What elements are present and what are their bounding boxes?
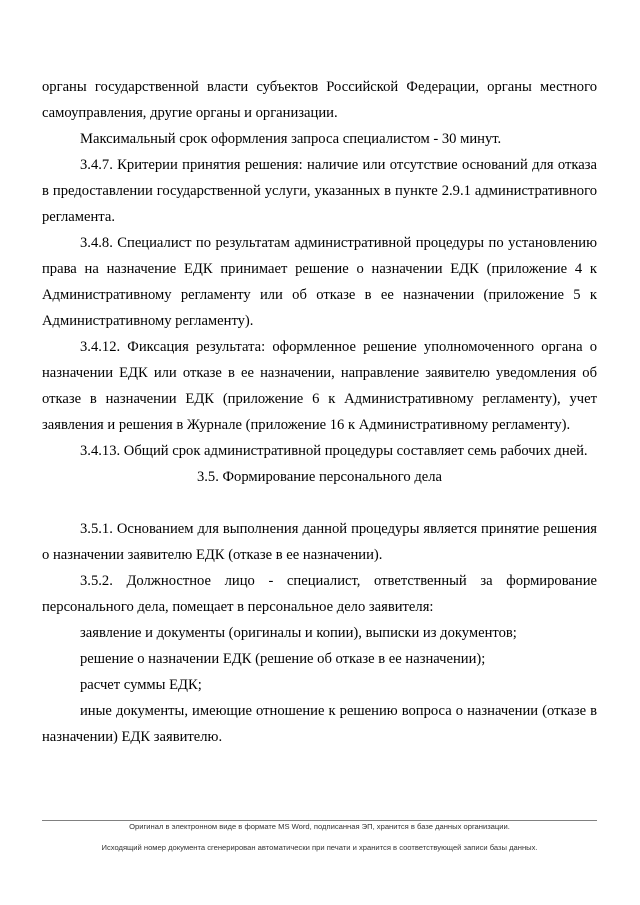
document-body — [42, 74, 597, 750]
list-item-decision: решение о назначении ЕДК (решение об отказе в ее назначении); — [80, 651, 486, 667]
paragraph-max-time: Максимальный срок оформления запроса специалистом - 30 минут. — [80, 131, 502, 147]
list-item-other-documents: иные документы, имеющие отношение к решению вопроса о назначении (отказе в назначении) ЕДК заявителю. — [42, 703, 597, 745]
footer-divider — [42, 820, 597, 821]
section-heading: 3.5. Формирование персонального дела — [196, 469, 443, 485]
paragraph-3-4-12: 3.4.12. Фиксация результата: оформленное решение уполномоченного органа о назначении ЕДК или отказе в ее назначении, направление заявителю уведомления об отказе в назначении ЕДК (приложение 6 к Административному регламенту), учет заявления и решения в Журнале (приложение 16 к Административному регламенту). — [42, 339, 597, 433]
paragraph-3-4-7: 3.4.7. Критерии принятия решения: наличие или отсутствие оснований для отказа в предоставлении государственной услуги, указанных в пункте 2.9.1 административного регламента. — [42, 157, 597, 225]
paragraph-continuation: органы государственной власти субъектов Российской Федерации, органы местного самоуправления, другие органы и организации. — [42, 79, 597, 121]
footer-number-note: Исходящий номер документа сгенерирован автоматически при печати и хранится в соответствующей записи базы данных. — [101, 843, 538, 852]
paragraph-3-5-1: 3.5.1. Основанием для выполнения данной процедуры является принятие решения о назначении заявителю ЕДК (отказе в ее назначении). — [42, 521, 597, 563]
paragraph-3-4-13: 3.4.13. Общий срок административной процедуры составляет семь рабочих дней. — [80, 443, 588, 459]
paragraph-3-5-2: 3.5.2. Должностное лицо - специалист, ответственный за формирование персонального дела, помещает в персональное дело заявителя: — [42, 573, 597, 615]
list-item-calculation: расчет суммы ЕДК; — [80, 677, 202, 693]
list-item-application-documents: заявление и документы (оригиналы и копии), выписки из документов; — [80, 625, 517, 641]
footer-original-note: Оригинал в электронном виде в формате MS Word, подписанная ЭП, хранится в базе данных организации. — [129, 822, 510, 831]
paragraph-3-4-8: 3.4.8. Специалист по результатам административной процедуры по установлению права на назначение ЕДК принимает решение о назначении ЕДК (приложение 4 к Административному регламенту или об отказе в ее назначении (приложение 5 к Административному регламенту). — [42, 235, 597, 329]
